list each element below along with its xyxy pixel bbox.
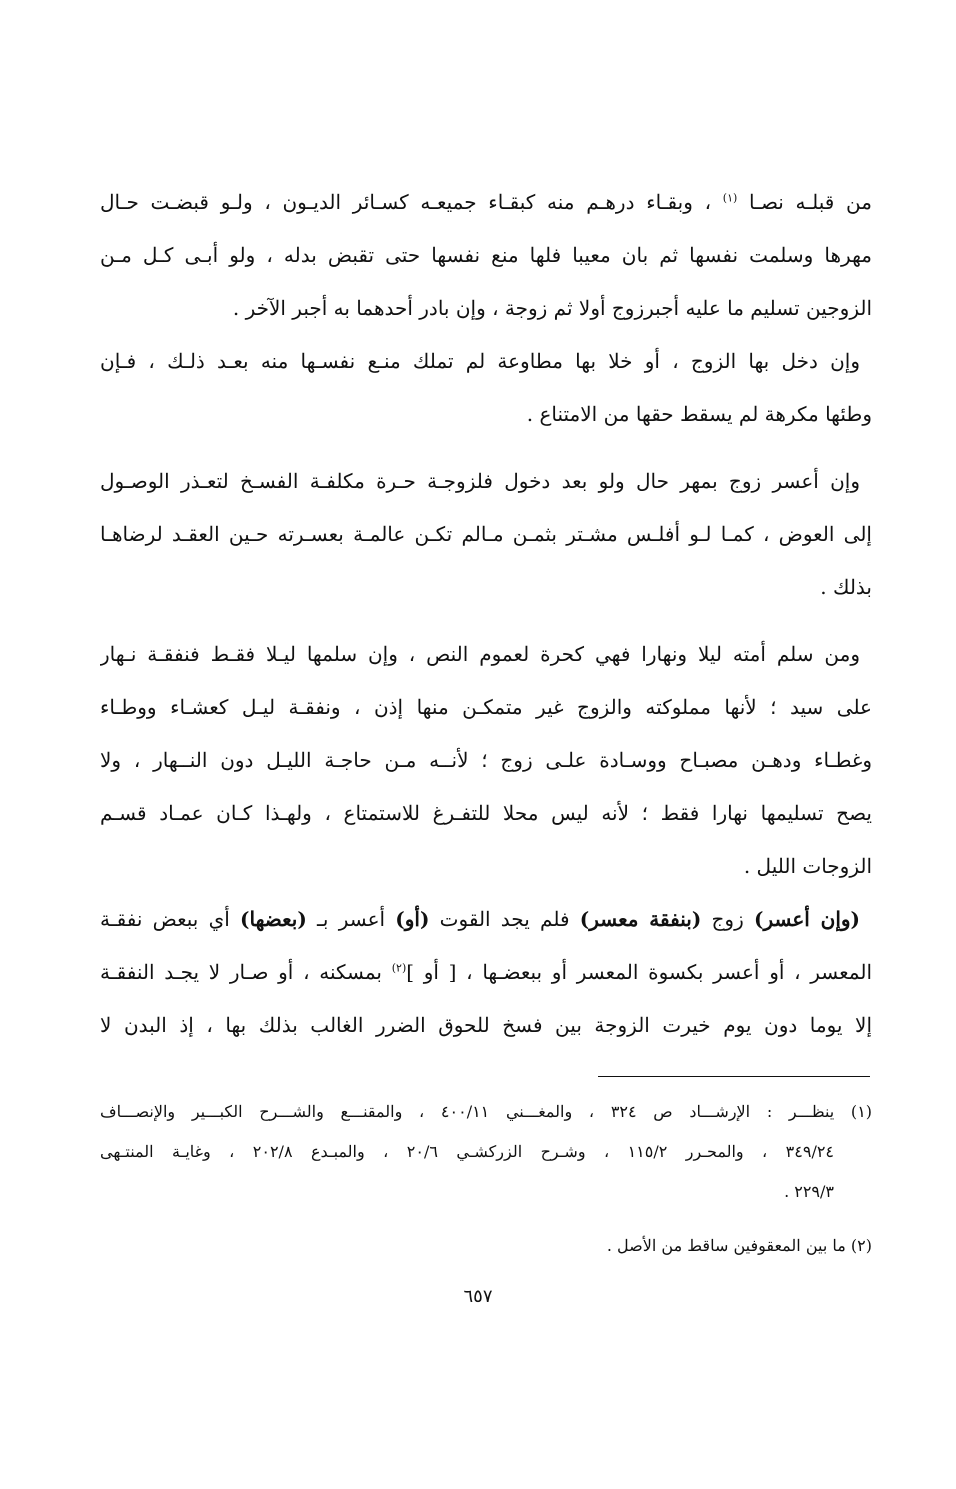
footnotes (100, 1092, 872, 1266)
page-number: ٦٥٧ (463, 1286, 493, 1307)
text-span: بمسكنه ، أو صـار لا يجـد النفقـة (100, 960, 392, 984)
bold-matn: (وإن أعسر) (753, 907, 861, 931)
bold-matn: (بعضها) (240, 907, 307, 931)
footnote-1-cont: ٢٢٩/٣ . (784, 1182, 834, 1201)
text-line: وطئها مكرهة لم يسقط حقها من الامتناع . (526, 402, 872, 426)
text-span: أعسر بـ (306, 907, 396, 931)
text-line: إلا يوما دون يوم خيرت الزوجة بين فسخ للحوق الضرر الغالب بذلك بها ، إذ البدن لا (100, 1013, 872, 1037)
footnote-ref-1[interactable]: (١) (722, 191, 738, 205)
text-line: وإن أعسر زوج بمهر حال ولو بعد دخول فلزوجـة حـرة مكلفـة الفسـخ لتعـذر الوصـول (100, 469, 860, 493)
text-line: الزوجين تسليم ما عليه أجبرزوج أولا ثم زوجة ، وإن بادر أحدهما به أجبر الآخر . (232, 296, 872, 320)
text-span: المعسر ، أو أعسر بكسوة المعسر أو ببعضـها ، [ أو ] (406, 960, 872, 984)
text-line: الزوجات الليل . (743, 854, 872, 878)
text-line: مهرها وسلمت نفسها ثم بان معيبا فلها منع نفسها حتى تقبض بدله ، ولو أبـى كـل مـن (100, 243, 872, 267)
text-span: أي ببعض نفقـة (100, 907, 241, 931)
text-line: وإن دخل بها الزوج ، أو خلا بها مطاوعة لم تملك منـع نفسـها منه بعـد ذلـك ، فـإن (100, 349, 860, 373)
text-line: بذلك . (820, 575, 872, 599)
footnote-separator (598, 1076, 870, 1077)
text-span: ، وبقـاء درهـم منه كبقـاء جميعـه كسـائر الديـون ، ولـو قبضـت حـال (100, 190, 712, 214)
text-span: فلم يجد القوت (429, 907, 580, 931)
footnote-2: (٢) ما بين المعقوفين ساقط من الأصل . (606, 1236, 872, 1255)
main-text (100, 176, 872, 1052)
paragraph-gap (100, 614, 872, 628)
text-line: إلى العوض ، كمـا لـو أفلـس مشـتر بثمـن مـالم تكـن عالمـة بعسـرته حـين العقـد لرضاهـا (100, 522, 872, 546)
text-line: يصح تسليمها نهارا فقط ؛ لأنه ليس محلا للتفـرغ للاستمتاع ، ولهـذا كـان عمـاد قسـم (100, 801, 872, 825)
footnote-gap (100, 1212, 872, 1226)
footnote-ref-2[interactable]: (٢) (391, 961, 407, 975)
text-line: وغطـاء ودهـن مصبـاح ووسـادة علـى زوج ؛ لأنــه مـن حاجـة الليـل دون النــهار ، ولا (100, 748, 872, 772)
text-line (100, 946, 872, 999)
footnote-1: (١) ينظـــر : الإرشـــاد ص ٣٢٤ ، والمغـــني ٤٠٠/١١ ، والمقنـــع والشـــرح الكبـــير والإنصـــاف (100, 1102, 872, 1121)
text-span: من قبلـه نصـا (748, 190, 872, 214)
text-line: ومن سلم أمته ليلا ونهارا فهي كحرة لعموم النص ، وإن سلمها ليـلا فقـط فنفقـة نـهار (100, 642, 860, 666)
text-line: على سيد ؛ لأنها مملوكته والزوج غير متمكـن منها إذن ، ونفقـة ليـل كعشـاء ووطـاء (100, 695, 872, 719)
text-line (100, 893, 872, 946)
text-span: زوج (701, 907, 754, 931)
footnote-1-cont: ٣٤٩/٢٤ ، والمحـرر ١١٥/٢ ، وشـرح الزركشـي ٢٠/٦ ، والمبـدع ٢٠٢/٨ ، وغايـة المنتـهى (100, 1142, 835, 1161)
bold-matn: (أو) (395, 907, 430, 931)
paragraph-gap (100, 441, 872, 455)
text-line (100, 176, 872, 229)
bold-matn: (بنفقة معسر) (579, 907, 702, 931)
